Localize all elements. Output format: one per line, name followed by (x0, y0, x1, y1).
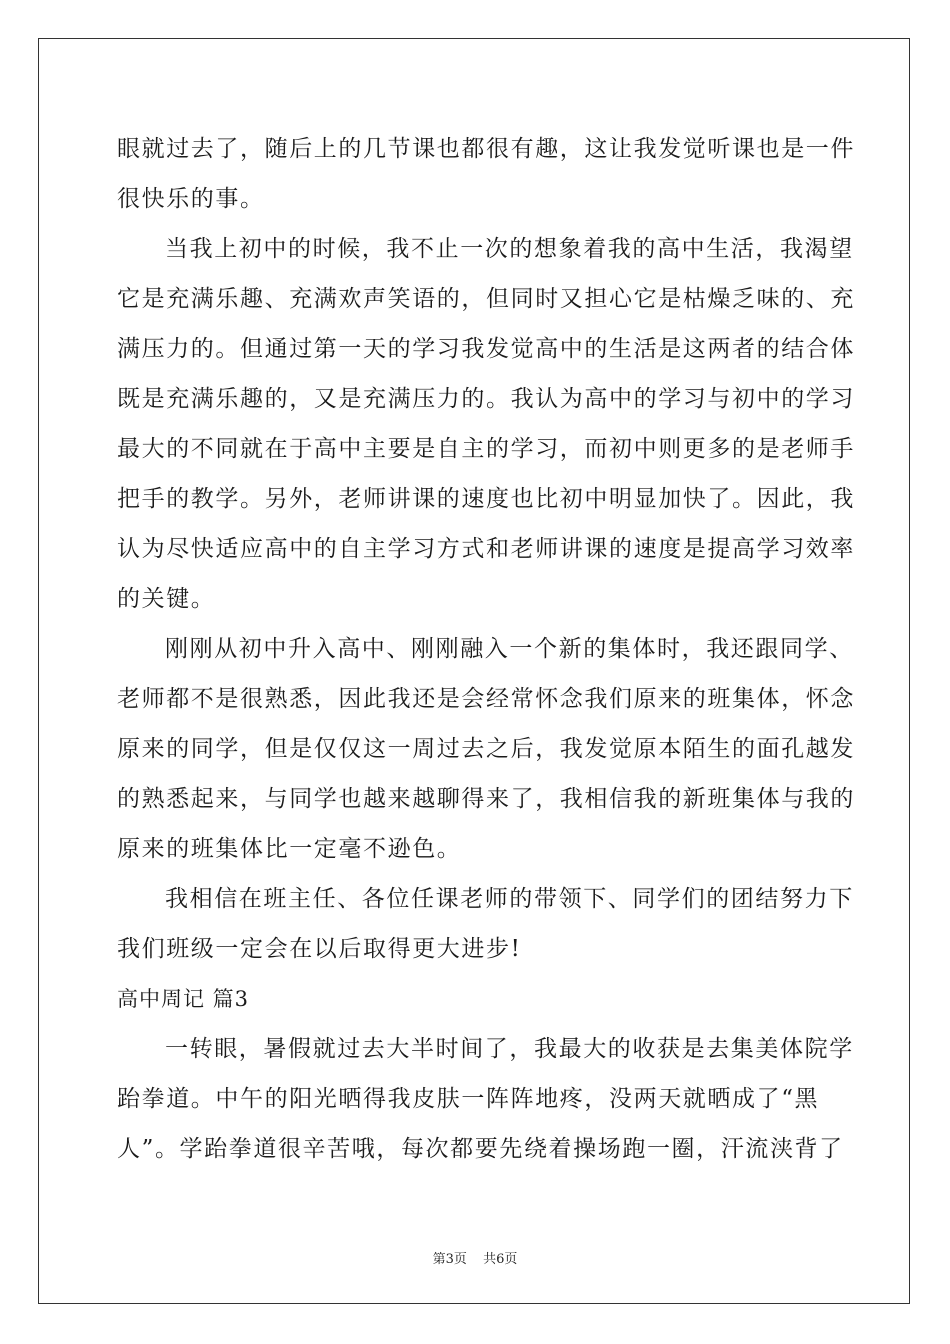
page-footer (0, 1248, 950, 1267)
text-line: 我相信在班主任、各位任课老师的带领下、同学们的团结努力下 (165, 886, 854, 912)
text-line: 认为尽快适应高中的自主学习方式和老师讲课的速度是提高学习效率 (117, 536, 855, 562)
text-line: 刚刚从初中升入高中、刚刚融入一个新的集体时，我还跟同学、 (165, 636, 854, 662)
text-line: 很快乐的事。 (117, 186, 265, 212)
text-line: 人”。学跆拳道很辛苦哦，每次都要先绕着操场跑一圈，汗流浃背了 (117, 1136, 844, 1162)
text-line: 当我上初中的时候，我不止一次的想象着我的高中生活，我渴望 (165, 236, 854, 262)
text-line: 满压力的。但通过第一天的学习我发觉高中的生活是这两者的结合体 (117, 336, 855, 362)
text-line: 的关键。 (117, 586, 216, 612)
text-line: 原来的班集体比一定毫不逊色。 (117, 836, 462, 862)
text-line: 我们班级一定会在以后取得更大进步! (117, 936, 522, 962)
text-line: 老师都不是很熟悉，因此我还是会经常怀念我们原来的班集体，怀念 (117, 686, 855, 712)
text-line: 跆拳道。中午的阳光晒得我皮肤一阵阵地疼，没两天就晒成了“黑 (117, 1086, 820, 1112)
page-number-total: 共6页 (483, 1252, 518, 1267)
text-line: 把手的教学。另外，老师讲课的速度也比初中明显加快了。因此，我 (117, 486, 855, 512)
text-line: 的熟悉起来，与同学也越来越聊得来了，我相信我的新班集体与我的 (117, 786, 855, 812)
text-line: 原来的同学，但是仅仅这一周过去之后，我发觉原本陌生的面孔越发 (117, 736, 855, 762)
text-line: 眼就过去了，随后上的几节课也都很有趣，这让我发觉听课也是一件 (117, 136, 855, 162)
section-heading: 高中周记 篇3 (117, 987, 250, 1011)
text-line: 一转眼，暑假就过去大半时间了，我最大的收获是去集美体院学 (165, 1036, 854, 1062)
page-number-current: 第3页 (432, 1252, 467, 1267)
text-line: 最大的不同就在于高中主要是自主的学习，而初中则更多的是老师手 (117, 436, 855, 462)
text-line: 既是充满乐趣的，又是充满压力的。我认为高中的学习与初中的学习 (117, 386, 855, 412)
text-line: 它是充满乐趣、充满欢声笑语的，但同时又担心它是枯燥乏味的、充 (117, 286, 855, 312)
document-body (117, 124, 855, 1174)
